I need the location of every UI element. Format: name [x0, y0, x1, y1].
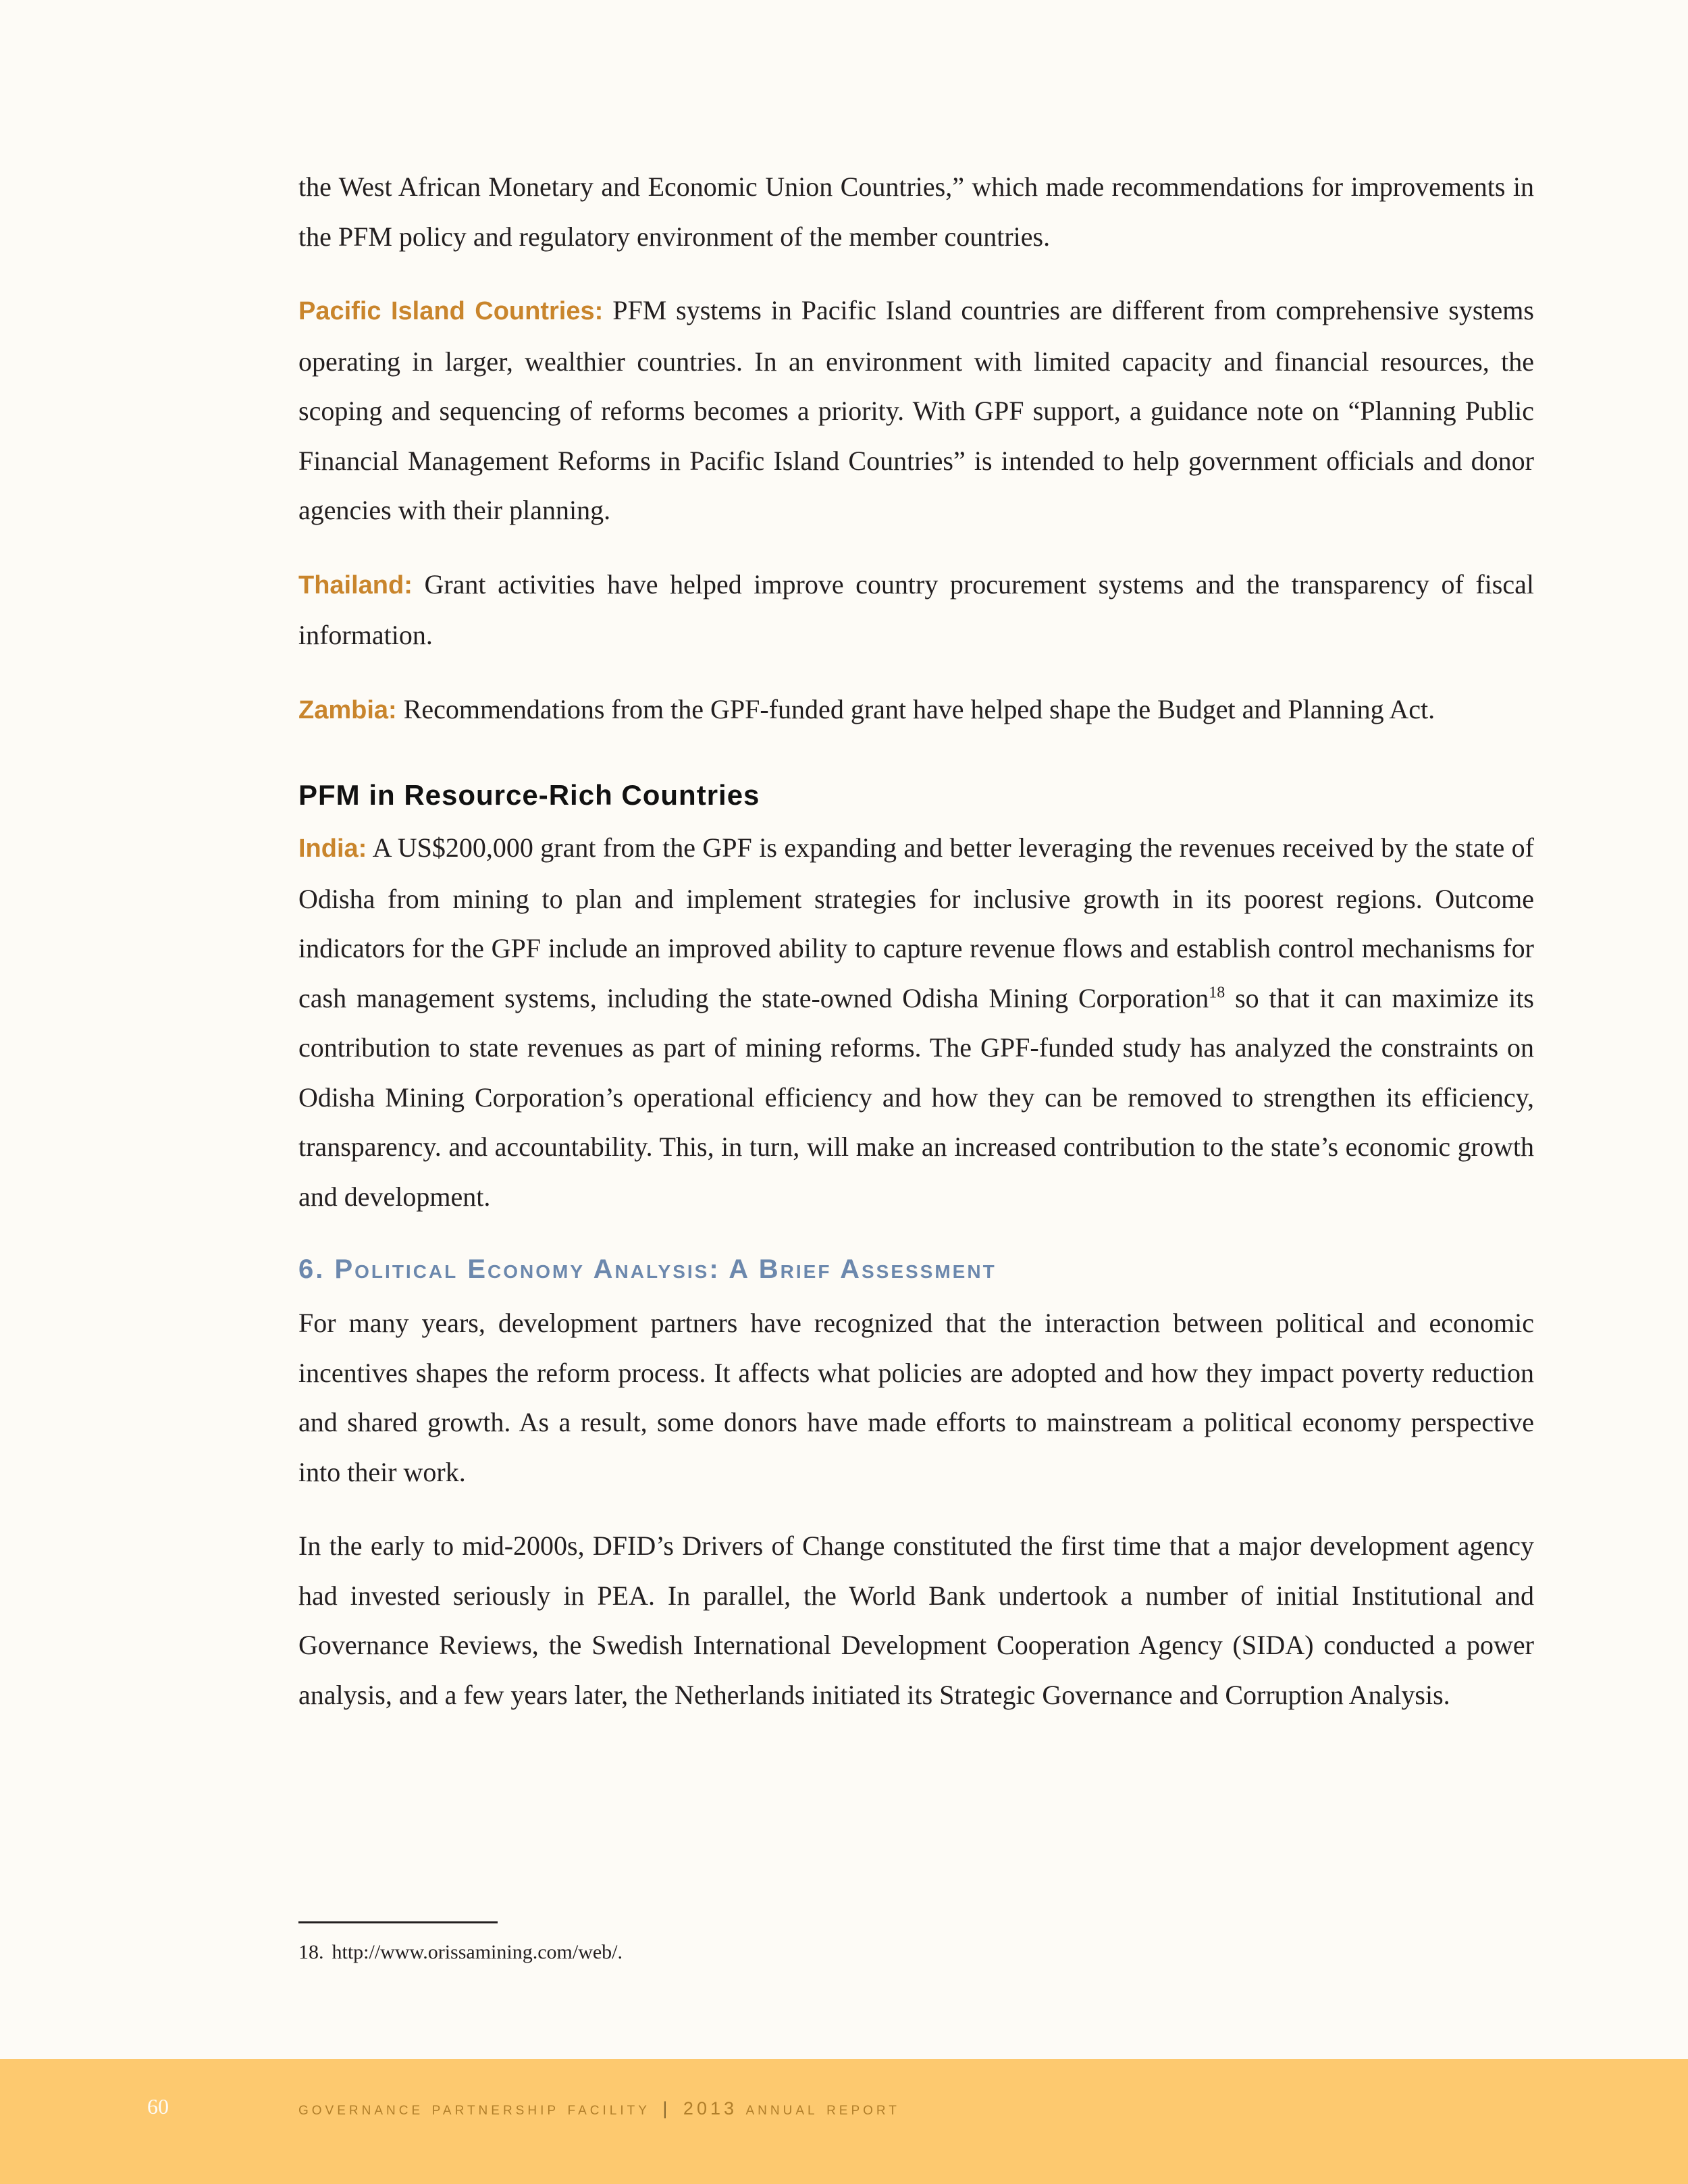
intro-paragraph: the West African Monetary and Economic Union Countries,” which made recommendations for improvements in the PFM policy and regulatory environment of the member countries.: [298, 171, 1534, 252]
running-title-separator: |: [662, 2098, 671, 2119]
entry-text: Recommendations from the GPF-funded grant have helped shape the Budget and Planning Act.: [396, 693, 1435, 724]
running-title-org: governance partnership facility: [298, 2098, 650, 2119]
footnote-link[interactable]: http://www.orissamining.com/web/.: [332, 1941, 623, 1963]
entry-india: [298, 823, 1534, 1221]
running-title: [298, 2098, 900, 2119]
footnote-reference[interactable]: 18: [1209, 984, 1225, 1002]
running-title-report: 2013 annual report: [683, 2098, 900, 2119]
entry-text-continued: so that it can maximize its contribution to state revenues as part of mining reforms. The GPF-funded study has analyzed the constraints on Odisha Mining Corporation’s operational efficiency and how they can be removed to strengthen its efficiency, transparency. and accountability. This, in turn, will make an increased contribution to the state’s economic growth and development.: [298, 982, 1534, 1212]
page-number: 60: [147, 2094, 169, 2119]
entry-pacific-islands: [298, 286, 1534, 535]
section-paragraph: For many years, development partners have recognized that the interaction between political and economic incentives shapes the reform process. It affects what policies are adopted and how they impact poverty reduction and shared growth. As a result, some donors have made efforts to mainstream a political economy perspective into their work.: [298, 1308, 1534, 1487]
page-body: [298, 162, 1534, 1744]
entry-zambia: [298, 685, 1534, 736]
footnote-divider: [298, 1921, 498, 1923]
entry-lead: Zambia:: [298, 695, 397, 724]
subheading-resource-rich: PFM in Resource-Rich Countries: [298, 779, 760, 811]
entry-lead: Pacific Island Countries:: [298, 297, 604, 325]
section-paragraph: In the early to mid-2000s, DFID’s Drivers of Change constituted the first time that a major development agency had invested seriously in PEA. In parallel, the World Bank undertook a number of initial Institutional and Governance Reviews, the Swedish International Development Cooperation Agency (SIDA) conducted a power analysis, and a few years later, the Netherlands initiated its Strategic Governance and Corruption Analysis.: [298, 1530, 1534, 1710]
footnote: [298, 1939, 623, 1966]
section-heading: 6. Political Economy Analysis: A Brief Assessment: [298, 1254, 997, 1284]
entry-text: Grant activities have helped improve country procurement systems and the transparency of fiscal information.: [298, 568, 1534, 650]
entry-text: A US$200,000 grant from the GPF is expanding and better leveraging the revenues received by the state of Odisha from mining to plan and implement strategies for inclusive growth in its poorest regions. Outcome indicators for the GPF include an improved ability to capture revenue flows and establish control mechanisms for cash management systems, including the state-owned Odisha Mining Corporation: [298, 832, 1534, 1013]
entry-lead: Thailand:: [298, 570, 413, 600]
footnote-number: 18.: [298, 1941, 324, 1963]
footer-band: [0, 2059, 1688, 2184]
entry-text: PFM systems in Pacific Island countries are different from comprehensive systems operating in larger, wealthier countries. In an environment with limited capacity and financial resources, the scoping and sequencing of reforms becomes a priority. With GPF support, a guidance note on “Planning Public Financial Management Reforms in Pacific Island Countries” is intended to help government officials and donor agencies with their planning.: [298, 295, 1534, 525]
entry-lead: India:: [298, 834, 367, 863]
entry-thailand: [298, 560, 1534, 660]
